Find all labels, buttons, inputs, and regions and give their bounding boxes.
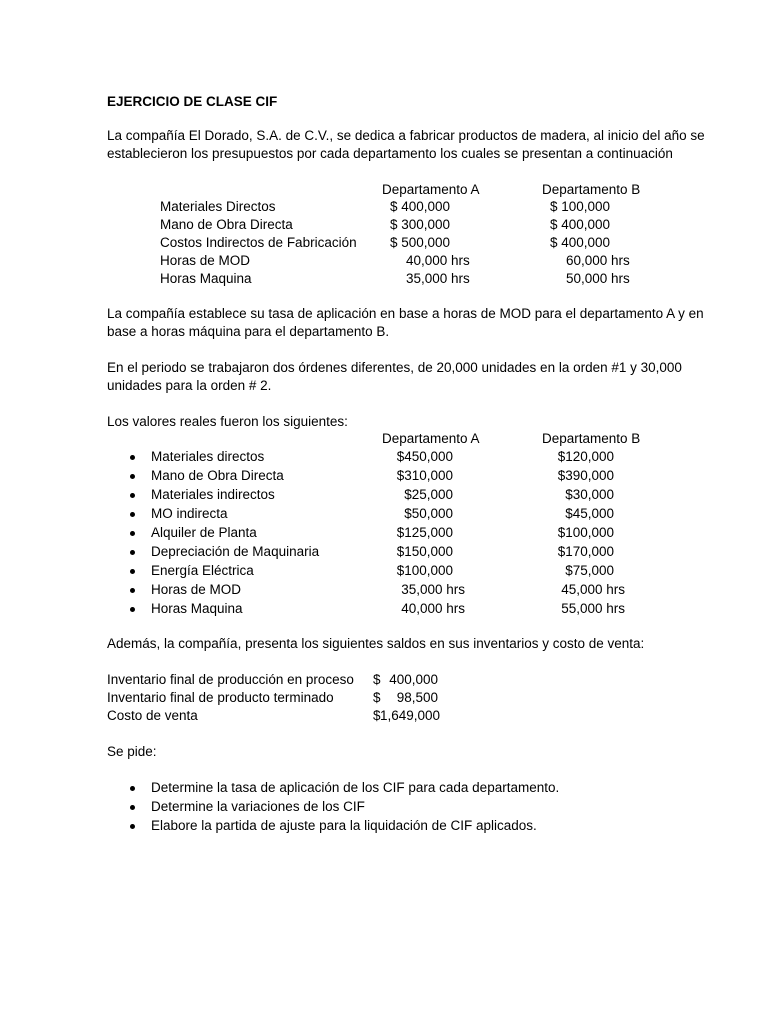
inventory-row-currency: $	[373, 672, 381, 687]
page-title: EJERCICIO DE CLASE CIF	[107, 94, 278, 109]
actual-row-value-b: $100,000	[557, 525, 614, 540]
orders-paragraph-line-1: En el periodo se trabajaron dos órdenes diferentes, de 20,000 unidades en la orden #1 y 30,000	[107, 360, 682, 375]
bullet-icon	[130, 493, 135, 498]
actual-row-label: Alquiler de Planta	[151, 525, 257, 540]
bullet-icon	[130, 474, 135, 479]
actual-row-value-a: 35,000 hrs	[401, 582, 465, 597]
inventory-row-label: Costo de venta	[107, 708, 198, 723]
actual-row-value-b: 45,000 hrs	[561, 582, 625, 597]
bullet-icon	[130, 569, 135, 574]
inventory-row-label: Inventario final de producción en proceso	[107, 672, 354, 687]
actual-row-value-a: $310,000	[396, 468, 453, 483]
budget-row-value-b: $ 100,000	[550, 199, 611, 214]
intro-line-1: La compañía El Dorado, S.A. de C.V., se dedica a fabricar productos de madera, al inicio del año se	[107, 128, 705, 143]
actual-row-value-b: $170,000	[557, 544, 614, 559]
budget-row-label: Horas de MOD	[160, 253, 251, 268]
task-item: Determine la tasa de aplicación de los CIF para cada departamento.	[151, 780, 560, 795]
inventory-row-currency: $	[373, 690, 381, 705]
budget-row-value-b: 60,000 hrs	[566, 253, 630, 268]
bullet-icon	[130, 824, 135, 829]
bullet-icon	[130, 805, 135, 810]
task-item: Elabore la partida de ajuste para la liquidación de CIF aplicados.	[151, 818, 537, 833]
bullet-icon	[130, 786, 135, 791]
actual-intro: Los valores reales fueron los siguientes:	[107, 414, 348, 429]
rate-paragraph-line-2: base a horas máquina para el departamento B.	[107, 324, 390, 339]
budget-row-value-a: $ 400,000	[390, 199, 451, 214]
tasks-intro: Se pide:	[107, 744, 157, 759]
task-item: Determine la variaciones de los CIF	[151, 799, 365, 814]
actual-row-value-a: $150,000	[396, 544, 453, 559]
budget-header-dept-a: Departamento A	[382, 182, 480, 197]
inventory-row-label: Inventario final de producto terminado	[107, 690, 334, 705]
budget-row-value-a: $ 500,000	[390, 235, 451, 250]
inventory-row-currency: $	[373, 708, 381, 723]
actual-row-value-b: $120,000	[557, 449, 614, 464]
actual-row-label: Horas de MOD	[151, 582, 242, 597]
budget-row-label: Costos Indirectos de Fabricación	[160, 235, 357, 250]
actual-row-value-a: $50,000	[404, 506, 453, 521]
budget-row-label: Horas Maquina	[160, 271, 252, 286]
bullet-icon	[130, 512, 135, 517]
bullet-icon	[130, 455, 135, 460]
budget-row-value-b: $ 400,000	[550, 217, 611, 232]
actual-row-value-b: $75,000	[565, 563, 614, 578]
actual-row-value-b: $45,000	[565, 506, 614, 521]
actual-row-value-a: $100,000	[396, 563, 453, 578]
budget-row-value-b: 50,000 hrs	[566, 271, 630, 286]
budget-row-label: Mano de Obra Directa	[160, 217, 293, 232]
actual-row-label: MO indirecta	[151, 506, 228, 521]
orders-paragraph-line-2: unidades para la orden # 2.	[107, 378, 272, 393]
actual-row-value-b: $30,000	[565, 487, 614, 502]
actual-row-value-a: $25,000	[404, 487, 453, 502]
actual-row-label: Mano de Obra Directa	[151, 468, 284, 483]
rate-paragraph-line-1: La compañía establece su tasa de aplicación en base a horas de MOD para el departamento A y en	[107, 306, 704, 321]
actual-row-value-a: 40,000 hrs	[401, 601, 465, 616]
actual-row-label: Energía Eléctrica	[151, 563, 254, 578]
actual-row-value-a: $125,000	[396, 525, 453, 540]
actual-header-dept-a: Departamento A	[382, 431, 480, 446]
actual-row-value-a: $450,000	[396, 449, 453, 464]
actual-row-label: Materiales directos	[151, 449, 265, 464]
bullet-icon	[130, 550, 135, 555]
intro-line-2: establecieron los presupuestos por cada departamento los cuales se presentan a continuación	[107, 146, 673, 161]
bullet-icon	[130, 531, 135, 536]
budget-row-value-b: $ 400,000	[550, 235, 611, 250]
inventory-row-value: 1,649,000	[380, 708, 441, 723]
inventory-intro: Además, la compañía, presenta los siguientes saldos en sus inventarios y costo de venta:	[107, 636, 645, 651]
bullet-icon	[130, 588, 135, 593]
bullet-icon	[130, 607, 135, 612]
budget-row-label: Materiales Directos	[160, 199, 276, 214]
budget-row-value-a: 35,000 hrs	[406, 271, 470, 286]
actual-row-label: Horas Maquina	[151, 601, 243, 616]
actual-row-value-b: $390,000	[557, 468, 614, 483]
actual-row-value-b: 55,000 hrs	[561, 601, 625, 616]
budget-header-dept-b: Departamento B	[542, 182, 641, 197]
budget-row-value-a: $ 300,000	[390, 217, 451, 232]
actual-row-label: Materiales indirectos	[151, 487, 275, 502]
inventory-row-value: 400,000	[389, 672, 438, 687]
actual-header-dept-b: Departamento B	[542, 431, 641, 446]
actual-row-label: Depreciación de Maquinaria	[151, 544, 320, 559]
inventory-row-value: 98,500	[396, 690, 438, 705]
budget-row-value-a: 40,000 hrs	[406, 253, 470, 268]
